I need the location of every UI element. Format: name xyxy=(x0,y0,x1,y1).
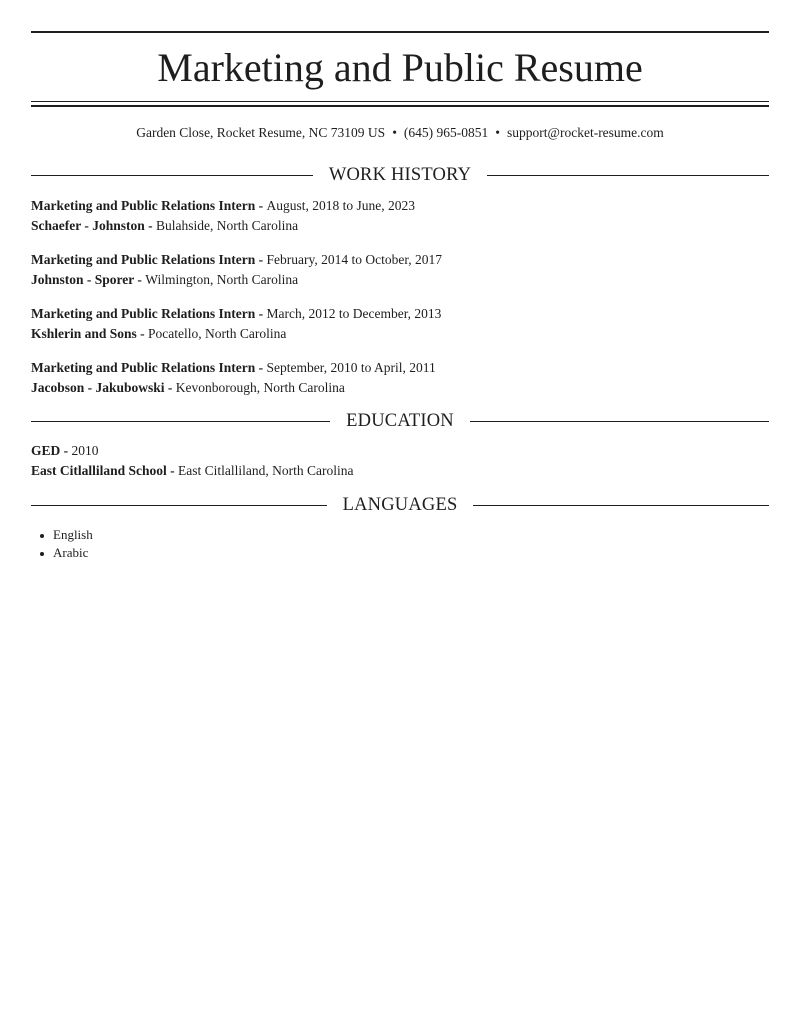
divider-line xyxy=(473,505,769,506)
title-double-rule-thick xyxy=(31,105,769,107)
language-item: Arabic xyxy=(53,544,93,562)
joiner: - xyxy=(255,306,267,321)
joiner: - xyxy=(164,379,176,395)
divider-line xyxy=(31,421,330,422)
section-heading-languages xyxy=(31,493,769,517)
employer-name: Schaefer - Johnston xyxy=(31,217,145,233)
joiner: - xyxy=(134,271,146,287)
language-item: English xyxy=(53,527,93,542)
job-dates: September, 2010 to April, 2011 xyxy=(266,360,436,375)
joiner: - xyxy=(144,217,157,233)
section-heading-work-history xyxy=(31,163,769,187)
degree-year: 2010 xyxy=(71,443,99,458)
contact-phone: (645) 965-0851 xyxy=(403,125,489,140)
job-title: Marketing and Public Relations Intern xyxy=(31,198,256,213)
contact-address: Garden Close, Rocket Resume, NC 73109 US xyxy=(136,125,386,140)
work-entry-title-row xyxy=(31,304,769,324)
joiner: - xyxy=(136,325,149,341)
work-entry-employer-row xyxy=(31,216,769,236)
education-school-row xyxy=(31,461,769,481)
education-degree-row xyxy=(31,441,769,461)
section-title: LANGUAGES xyxy=(342,495,458,515)
resume-title: Marketing and Public Resume xyxy=(157,45,643,90)
work-entry-employer-row xyxy=(31,378,769,398)
section-heading-education xyxy=(31,409,769,433)
joiner: - xyxy=(60,443,72,458)
languages-list xyxy=(31,526,93,562)
bullet-separator-icon: • xyxy=(392,125,397,140)
job-title: Marketing and Public Relations Intern xyxy=(31,252,256,267)
divider-line xyxy=(31,175,313,176)
employer-location: Wilmington, North Carolina xyxy=(145,271,299,287)
education-entry xyxy=(31,441,769,480)
joiner: - xyxy=(166,462,179,478)
degree-name: GED xyxy=(31,443,61,458)
job-dates: March, 2012 to December, 2013 xyxy=(266,306,442,321)
divider-line xyxy=(31,505,327,506)
school-location: East Citlalliland, North Carolina xyxy=(178,462,354,478)
work-entry xyxy=(31,358,769,397)
joiner: - xyxy=(255,252,267,267)
employer-location: Bulahside, North Carolina xyxy=(156,217,299,233)
divider-line xyxy=(470,421,769,422)
work-entry-title-row xyxy=(31,358,769,378)
work-entry xyxy=(31,250,769,289)
contact-email: support@rocket-resume.com xyxy=(507,125,664,140)
job-title: Marketing and Public Relations Intern xyxy=(31,360,256,375)
work-entry-title-row xyxy=(31,196,769,216)
job-dates: February, 2014 to October, 2017 xyxy=(266,252,443,267)
job-dates: August, 2018 to June, 2023 xyxy=(266,198,416,213)
employer-name: Jacobson - Jakubowski xyxy=(31,379,165,395)
bullet-separator-icon: • xyxy=(495,125,501,140)
joiner: - xyxy=(255,360,267,375)
work-entry xyxy=(31,304,769,343)
top-rule xyxy=(31,31,769,33)
work-entry-employer-row xyxy=(31,324,769,344)
section-title: EDUCATION xyxy=(346,411,454,431)
work-entry xyxy=(31,196,769,235)
title-double-rule-thin xyxy=(31,101,769,102)
employer-name: Johnston - Sporer xyxy=(31,271,135,287)
contact-line xyxy=(31,124,769,142)
work-entry-employer-row xyxy=(31,270,769,290)
employer-location: Kevonborough, North Carolina xyxy=(175,379,345,395)
school-name: East Citlalliland School xyxy=(31,462,167,478)
work-entry-title-row xyxy=(31,250,769,270)
divider-line xyxy=(487,175,769,176)
job-title: Marketing and Public Relations Intern xyxy=(31,306,256,321)
employer-name: Kshlerin and Sons xyxy=(31,325,137,341)
section-title: WORK HISTORY xyxy=(328,165,472,185)
joiner: - xyxy=(255,198,267,213)
employer-location: Pocatello, North Carolina xyxy=(148,325,287,341)
